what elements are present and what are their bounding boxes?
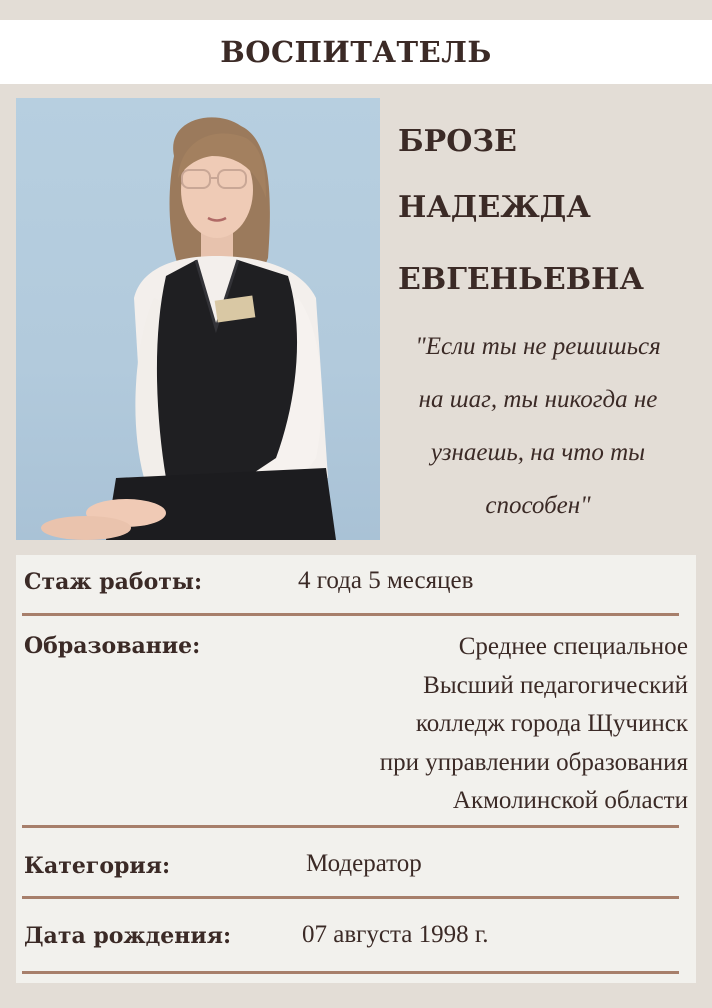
page-title: ВОСПИТАТЕЛЬ xyxy=(220,35,492,69)
divider xyxy=(22,825,679,828)
birth-date-value: 07 августа 1998 г. xyxy=(302,921,489,948)
education-line: Среднее специальное xyxy=(458,633,688,660)
education-value xyxy=(380,628,688,821)
name-patronymic: ЕВГЕНЬЕВНА xyxy=(398,262,644,297)
portrait-photo xyxy=(16,98,380,540)
quote-line: "Если ты не решишься xyxy=(415,333,661,360)
education-line: Высший педагогический xyxy=(423,671,688,699)
education-line: Акмолинской области xyxy=(452,787,688,814)
experience-value: 4 года 5 месяцев xyxy=(298,567,474,594)
experience-label: Стаж работы: xyxy=(24,569,203,595)
quote xyxy=(382,320,694,532)
quote-line: на шаг, ты никогда не xyxy=(418,386,658,413)
education-line: при управлении образования xyxy=(379,748,688,776)
divider xyxy=(22,971,679,974)
divider xyxy=(22,613,679,616)
birth-date-label: Дата рождения: xyxy=(24,923,232,949)
education-line: колледж города Щучинск xyxy=(415,710,688,737)
info-panel xyxy=(16,555,696,983)
page-header xyxy=(0,20,712,84)
name-first: НАДЕЖДА xyxy=(398,190,591,225)
quote-line: способен" xyxy=(485,492,591,519)
divider xyxy=(22,896,679,899)
portrait-illustration xyxy=(16,98,380,540)
category-label: Категория: xyxy=(24,853,171,879)
name-surname: БРОЗЕ xyxy=(398,124,517,159)
education-label: Образование: xyxy=(24,633,201,659)
quote-line: узнаешь, на что ты xyxy=(430,439,646,466)
category-value: Модератор xyxy=(306,850,422,877)
